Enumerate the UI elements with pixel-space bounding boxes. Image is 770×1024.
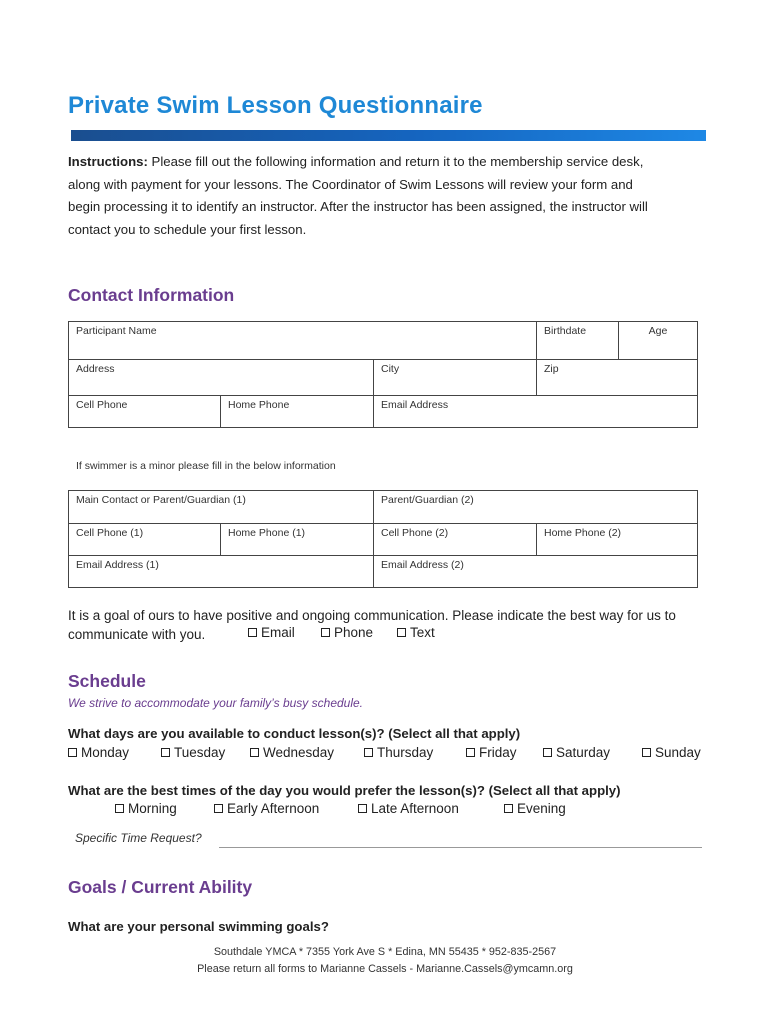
cell-phone-field[interactable]: Cell Phone [69, 396, 221, 428]
instructions-line-4: contact you to schedule your first lesson. [68, 221, 307, 237]
footer-address: Southdale YMCA * 7355 York Ave S * Edina, MN 55435 * 952-835-2567 [213, 946, 557, 958]
checkbox-icon [397, 628, 406, 637]
checkbox-icon [68, 748, 77, 757]
sunday-checkbox[interactable]: Sunday [642, 745, 701, 760]
schedule-heading: Schedule [68, 671, 146, 691]
email-address-1-field[interactable]: Email Address (1) [69, 556, 374, 588]
page-title: Private Swim Lesson Questionnaire [68, 92, 483, 119]
home-phone-field[interactable]: Home Phone [221, 396, 374, 428]
specific-time-label: Specific Time Request? [75, 831, 202, 845]
contact-table [68, 321, 698, 428]
text-checkbox[interactable]: Text [397, 625, 435, 640]
instructions-paragraph [68, 151, 708, 241]
phone-checkbox[interactable]: Phone [321, 625, 373, 640]
home-phone-1-field[interactable]: Home Phone (1) [221, 524, 374, 556]
checkbox-icon [250, 748, 259, 757]
checkbox-icon [642, 748, 651, 757]
checkbox-icon [543, 748, 552, 757]
home-phone-2-field[interactable]: Home Phone (2) [537, 524, 698, 556]
checkbox-icon [358, 804, 367, 813]
checkbox-icon [466, 748, 475, 757]
checkbox-icon [115, 804, 124, 813]
guardian-table [68, 490, 698, 588]
email-address-field[interactable]: Email Address [374, 396, 698, 428]
checkbox-icon [214, 804, 223, 813]
minor-note: If swimmer is a minor please fill in the below information [76, 460, 336, 472]
contact-information-heading: Contact Information [68, 285, 235, 305]
age-field[interactable]: Age [619, 322, 698, 360]
participant-name-field[interactable]: Participant Name [69, 322, 537, 360]
guardian-2-field[interactable]: Parent/Guardian (2) [374, 491, 698, 524]
footer-return-info: Please return all forms to Marianne Cassels - Marianne.Cassels@ymcamn.org [197, 963, 573, 975]
times-question: What are the best times of the day you would prefer the lesson(s)? (Select all that apply) [68, 783, 621, 798]
evening-checkbox[interactable]: Evening [504, 801, 566, 816]
goals-heading: Goals / Current Ability [68, 877, 253, 897]
checkbox-icon [504, 804, 513, 813]
thursday-checkbox[interactable]: Thursday [364, 745, 433, 760]
cell-phone-2-field[interactable]: Cell Phone (2) [374, 524, 537, 556]
email-checkbox[interactable]: Email [248, 625, 295, 640]
checkbox-icon [161, 748, 170, 757]
checkbox-icon [248, 628, 257, 637]
schedule-subtitle: We strive to accommodate your family’s busy schedule. [68, 696, 364, 710]
morning-checkbox[interactable]: Morning [115, 801, 177, 816]
checkbox-icon [364, 748, 373, 757]
instructions-label: Instructions: [68, 154, 148, 169]
title-underline-bar [71, 130, 706, 141]
communication-line-1: It is a goal of ours to have positive and ongoing communication. Please indicate the best way for us to [68, 608, 676, 623]
days-question: What days are you available to conduct lesson(s)? (Select all that apply) [68, 726, 521, 741]
tuesday-checkbox[interactable]: Tuesday [161, 745, 225, 760]
main-contact-field[interactable]: Main Contact or Parent/Guardian (1) [69, 491, 374, 524]
late-afternoon-checkbox[interactable]: Late Afternoon [358, 801, 459, 816]
checkbox-icon [321, 628, 330, 637]
friday-checkbox[interactable]: Friday [466, 745, 517, 760]
wednesday-checkbox[interactable]: Wednesday [250, 745, 334, 760]
birthdate-field[interactable]: Birthdate [537, 322, 619, 360]
instructions-line-2: along with payment for your lessons. The Coordinator of Swim Lessons will review your form and [68, 176, 633, 192]
city-field[interactable]: City [374, 360, 537, 396]
saturday-checkbox[interactable]: Saturday [543, 745, 610, 760]
instructions-line-1: Instructions: Please fill out the following information and return it to the membership service desk, [68, 154, 644, 169]
early-afternoon-checkbox[interactable]: Early Afternoon [214, 801, 319, 816]
goals-question: What are your personal swimming goals? [68, 919, 329, 934]
instructions-line-3: begin processing it to identify an instructor. After the instructor has been assigned, the instructor will [68, 199, 648, 214]
zip-field[interactable]: Zip [537, 360, 698, 396]
cell-phone-1-field[interactable]: Cell Phone (1) [69, 524, 221, 556]
monday-checkbox[interactable]: Monday [68, 745, 129, 760]
address-field[interactable]: Address [69, 360, 374, 396]
communication-line-2: communicate with you. [68, 627, 206, 642]
specific-time-input-line[interactable] [219, 847, 702, 848]
email-address-2-field[interactable]: Email Address (2) [374, 556, 698, 588]
